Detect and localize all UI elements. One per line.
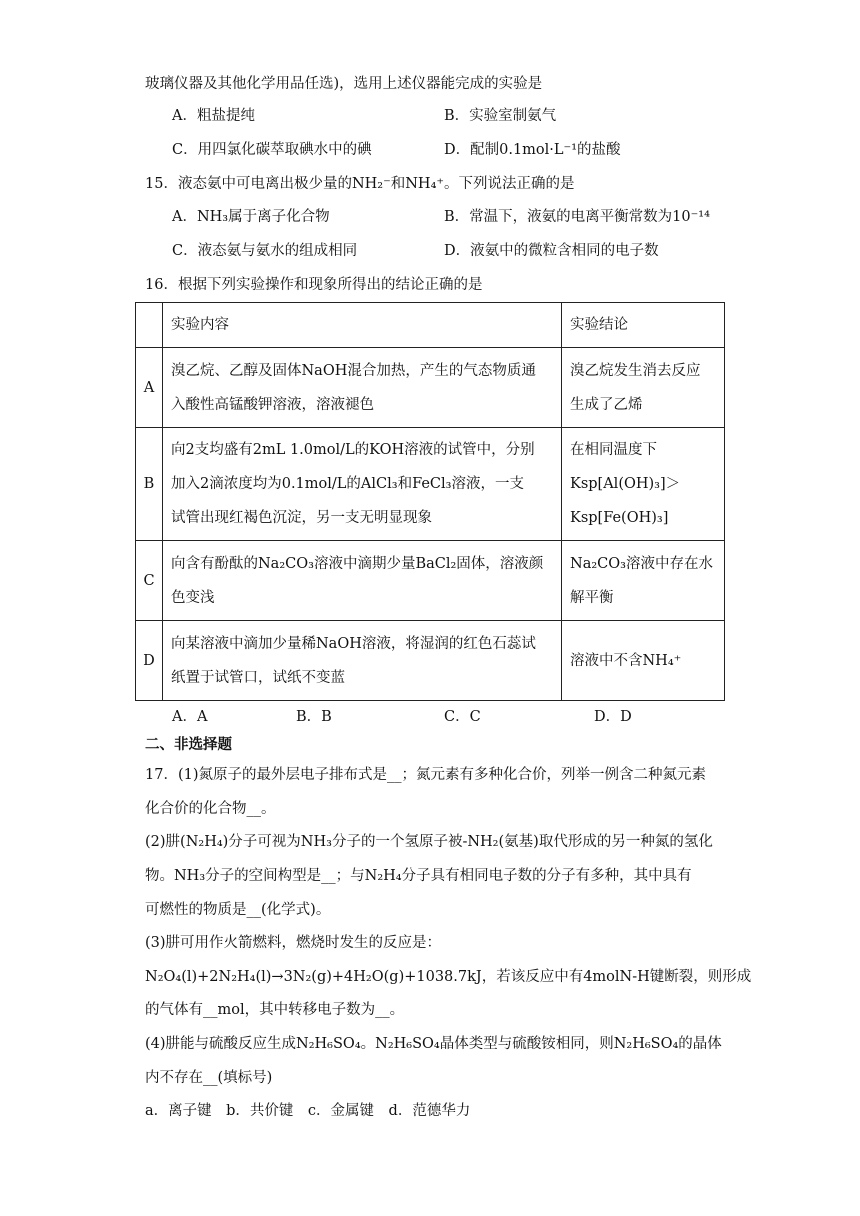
q16-option-b[interactable]: B．B bbox=[296, 709, 332, 725]
q17-line: 的气体有__mol，其中转移电子数为__。 bbox=[145, 1002, 405, 1018]
row-conclusion-line: 在相同温度下 bbox=[570, 442, 657, 458]
q15-option-a[interactable]: A．NH₃属于离子化合物 bbox=[172, 209, 330, 225]
row-conclusion bbox=[562, 348, 725, 428]
section-heading: 二、非选择题 bbox=[145, 736, 232, 753]
q16-option-c[interactable]: C．C bbox=[444, 709, 481, 725]
table-row bbox=[136, 621, 725, 701]
q14-option-d[interactable]: D．配制0.1mol·L⁻¹的盐酸 bbox=[444, 142, 621, 158]
row-conclusion bbox=[562, 541, 725, 621]
row-conclusion-line: Ksp[Fe(OH)₃] bbox=[570, 510, 669, 526]
q17-line: 化合价的化合物__。 bbox=[145, 801, 276, 817]
q16-option-d[interactable]: D．D bbox=[594, 709, 632, 725]
q15-stem: 15．液态氨中可电离出极少量的NH₂⁻和NH₄⁺。下列说法正确的是 bbox=[145, 176, 575, 192]
row-conclusion bbox=[562, 621, 725, 701]
q17-line: (2)肼(N₂H₄)分子可视为NH₃分子的一个氢原子被-NH₂(氨基)取代形成的另一种氮的氢化 bbox=[145, 834, 713, 850]
table-header-row bbox=[136, 303, 725, 348]
q17-line: (4)肼能与硫酸反应生成N₂H₆SO₄。N₂H₆SO₄晶体类型与硫酸铵相同，则N₂H₆SO₄的晶体 bbox=[145, 1036, 722, 1052]
row-conclusion-line: 解平衡 bbox=[570, 589, 614, 606]
row-conclusion bbox=[562, 428, 725, 541]
row-conclusion-line: Ksp[Al(OH)₃]＞ bbox=[570, 476, 681, 492]
q17-line: 17．(1)氮原子的最外层电子排布式是__；氮元素有多种化合价，列举一例含二种氮元素 bbox=[145, 767, 706, 783]
row-label: A bbox=[136, 348, 163, 428]
table-header-conclusion: 实验结论 bbox=[562, 303, 725, 348]
q15-option-c[interactable]: C．液态氨与氨水的组成相同 bbox=[172, 243, 358, 259]
table-row bbox=[136, 348, 725, 428]
q14-option-a[interactable]: A．粗盐提纯 bbox=[172, 108, 255, 124]
q17-line: (3)肼可用作火箭燃料，燃烧时发生的反应是： bbox=[145, 935, 442, 951]
row-content-line: 试管出现红褐色沉淀，另一支无明显现象 bbox=[171, 510, 432, 526]
q17-line: N₂O₄(l)+2N₂H₄(l)→3N₂(g)+4H₂O(g)+1038.7kJ，若该反应中有4molN-H键断裂，则形成 bbox=[145, 969, 752, 985]
row-content-line: 向某溶液中滴加少量稀NaOH溶液，将湿润的红色石蕊试 bbox=[171, 635, 536, 652]
experiment-table bbox=[135, 302, 725, 701]
row-content bbox=[163, 621, 562, 701]
q17-line: 物。NH₃分子的空间构型是__；与N₂H₄分子具有相同电子数的分子有多种，其中具有 bbox=[145, 868, 692, 884]
row-label: C bbox=[136, 541, 163, 621]
row-content-line: 向2支均盛有2mL 1.0mol/L的KOH溶液的试管中，分别 bbox=[171, 442, 535, 458]
q14-option-b[interactable]: B．实验室制氨气 bbox=[444, 108, 557, 124]
q15-option-b[interactable]: B．常温下，液氨的电离平衡常数为10⁻¹⁴ bbox=[444, 209, 710, 225]
table-header-blank bbox=[136, 303, 163, 348]
row-conclusion-line: Na₂CO₃溶液中存在水 bbox=[570, 555, 713, 572]
q17-line: 内不存在__(填标号) bbox=[145, 1070, 273, 1086]
row-content-line: 入酸性高锰酸钾溶液，溶液褪色 bbox=[171, 396, 374, 413]
q17-line: 可燃性的物质是__(化学式)。 bbox=[145, 902, 331, 918]
row-content-line: 加入2滴浓度均为0.1mol/L的AlCl₃和FeCl₃溶液，一支 bbox=[171, 476, 524, 492]
row-content-line: 溴乙烷、乙醇及固体NaOH混合加热，产生的气态物质通 bbox=[171, 362, 536, 379]
row-conclusion-line: 溴乙烷发生消去反应 bbox=[570, 362, 701, 379]
row-content bbox=[163, 541, 562, 621]
q16-option-a[interactable]: A．A bbox=[172, 709, 208, 725]
table-row bbox=[136, 428, 725, 541]
row-content-line: 色变浅 bbox=[171, 589, 215, 606]
q16-stem: 16．根据下列实验操作和现象所得出的结论正确的是 bbox=[145, 277, 483, 293]
row-label: B bbox=[136, 428, 163, 541]
row-conclusion-line: 溶液中不含NH₄⁺ bbox=[570, 652, 682, 669]
table-row bbox=[136, 541, 725, 621]
row-content-line: 向含有酚酞的Na₂CO₃溶液中滴期少量BaCl₂固体，溶液颜 bbox=[171, 555, 544, 572]
row-label: D bbox=[136, 621, 163, 701]
q17-line: a．离子键 b．共价键 c．金属键 d．范德华力 bbox=[145, 1103, 471, 1119]
q15-option-d[interactable]: D．液氨中的微粒含相同的电子数 bbox=[444, 243, 659, 259]
q14-stem-tail: 玻璃仪器及其他化学用品任选)，选用上述仪器能完成的实验是 bbox=[145, 76, 543, 92]
row-content-line: 纸置于试管口，试纸不变蓝 bbox=[171, 669, 345, 686]
row-content bbox=[163, 428, 562, 541]
row-conclusion-line: 生成了乙烯 bbox=[570, 396, 643, 413]
row-content bbox=[163, 348, 562, 428]
q14-option-c[interactable]: C．用四氯化碳萃取碘水中的碘 bbox=[172, 142, 372, 158]
table-header-content: 实验内容 bbox=[163, 303, 562, 348]
